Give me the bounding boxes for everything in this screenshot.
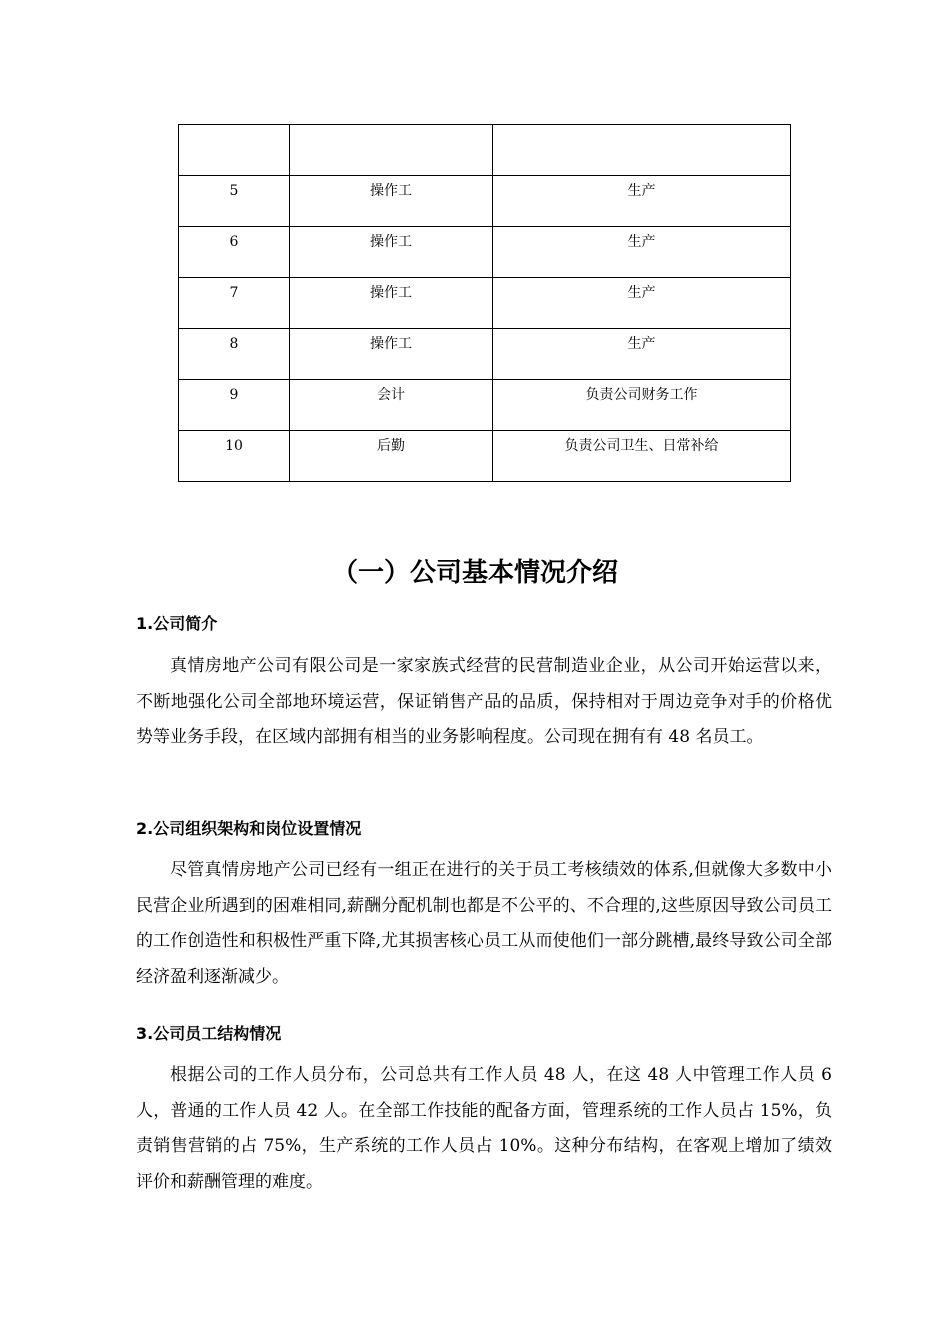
subsection-heading-staff-structure: 3.公司员工结构情况 [136,1024,282,1043]
table-cell-no: 8 [179,329,290,380]
staff-table [178,124,791,482]
table-cell-no: 6 [179,227,290,278]
paragraph-staff-structure: 根据公司的工作人员分布，公司总共有工作人员 48 人，在这 48 人中管理工作人员 6 人，普通的工作人员 42 人。在全部工作技能的配备方面，管理系统的工作人员占 15%，负责销售营销的占 75%，生产系统的工作人员占 10%。这种分布结构，在客观上增加了绩效评价和薪酬管理的难度。 [136,1065,832,1192]
table-cell-no: 10 [179,431,290,482]
table-cell-no: 7 [179,278,290,329]
table-cell-no: 9 [179,380,290,431]
table-cell-duty: 负责公司财务工作 [493,380,791,431]
section-title: （一）公司基本情况介绍 [331,558,618,588]
table-row [179,329,791,380]
table-row [179,125,791,176]
table-cell-position: 操作工 [290,227,493,278]
table-cell-position: 操作工 [290,278,493,329]
table-row [179,176,791,227]
table-cell-no: 5 [179,176,290,227]
table-row [179,431,791,482]
table-cell-duty: 生产 [493,176,791,227]
table-cell-duty: 生产 [493,227,791,278]
subsection-heading-org-structure: 2.公司组织架构和岗位设置情况 [136,819,362,838]
table-cell-no [179,125,290,176]
table-cell-position: 操作工 [290,176,493,227]
paragraph-org-structure: 尽管真情房地产公司已经有一组正在进行的关于员工考核绩效的体系,但就像大多数中小民营企业所遇到的困难相同,薪酬分配机制也都是不公平的、不合理的,这些原因导致公司员工的工作创造性和积极性严重下降,尤其损害核心员工从而使他们一部分跳槽,最终导致公司全部经济盈利逐渐减少。 [136,860,832,987]
table-cell-duty [493,125,791,176]
table-cell-duty: 生产 [493,278,791,329]
table-cell-position: 操作工 [290,329,493,380]
table-cell-position: 会计 [290,380,493,431]
paragraph-company-intro: 真情房地产公司有限公司是一家家族式经营的民营制造业企业，从公司开始运营以来，不断地强化公司全部地环境运营，保证销售产品的品质，保持相对于周边竞争对手的价格优势等业务手段，在区域内部拥有相当的业务影响程度。公司现在拥有有 48 名员工。 [136,656,832,747]
table-row [179,278,791,329]
table-row [179,380,791,431]
table-cell-position [290,125,493,176]
table-cell-position: 后勤 [290,431,493,482]
table-row [179,227,791,278]
table-cell-duty: 生产 [493,329,791,380]
table-cell-duty: 负责公司卫生、日常补给 [493,431,791,482]
subsection-heading-company-intro: 1.公司简介 [136,614,218,633]
